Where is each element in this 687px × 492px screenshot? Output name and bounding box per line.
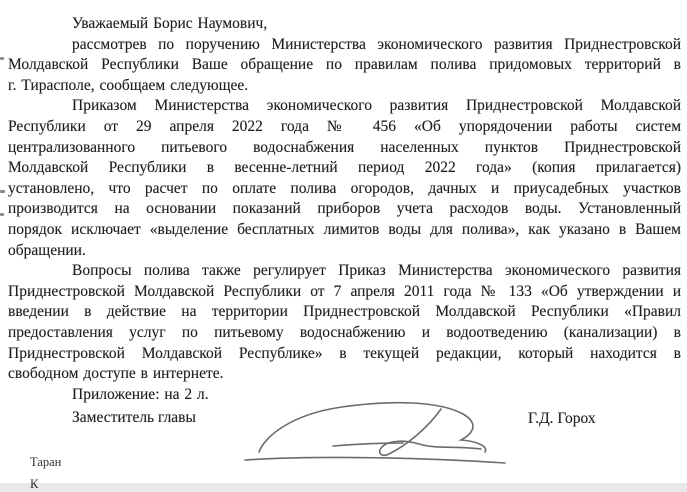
letter-line: Приднестровской Молдавской Республике» в текущей редакции, который находится в <box>8 344 681 362</box>
executor-note: Таран <box>30 455 62 469</box>
letter-line: Республики от 29 апреля 2022 года № 456 «Об упорядочении работы систем <box>8 117 681 135</box>
handwritten-signature-icon <box>237 396 509 470</box>
letter-line: Приднестровской Молдавской Республики от 7 апреля 2011 года № 133 «Об утверждении и <box>8 282 681 300</box>
letter-line: введении в действие на территории Приднестровской Молдавской Республики «Правил <box>8 303 681 321</box>
letter-line: свободном доступе в интернете. <box>8 365 224 383</box>
letter-line: предоставления услуг по питьевому водоснабжению и водоотведению (канализации) в <box>8 323 681 341</box>
letter-line: централизованного питьевого водоснабжения населенных пунктов Приднестровской <box>8 138 681 156</box>
attachment-note-line: Приложение: на 2 л. <box>72 385 209 403</box>
letter-body <box>8 14 681 405</box>
scan-artifact <box>0 213 4 216</box>
scan-artifact <box>0 57 4 60</box>
salutation-line: Уважаемый Борис Наумович, <box>72 15 268 32</box>
signer-title: Заместитель главы <box>72 409 196 426</box>
letter-line: Вопросы полива также регулирует Приказ Министерства экономического развития <box>72 262 681 280</box>
signer-name: Г.Д. Горох <box>528 410 596 427</box>
letter-line: обращении. <box>8 241 86 259</box>
scan-artifact <box>0 190 5 193</box>
letter-line: Приказом Министерства экономического развития Приднестровской Молдавской <box>72 97 681 115</box>
letter-line: рассмотрев по поручению Министерства экономического развития Приднестровской <box>72 35 681 53</box>
letter-line: установлено, что расчет по оплате полива огородов, дачных и приусадебных участков <box>8 179 681 197</box>
clipped-bottom-line: К <box>30 477 39 491</box>
letter-line: производится на основании показаний приборов учета расходов воды. Установленный <box>8 200 681 218</box>
letter-line: Молдавской Республики Ваше обращение по правилам полива придомовых территорий в <box>8 56 681 74</box>
letter-line: г. Тирасполе, сообщаем следующее. <box>8 76 249 94</box>
letter-line: порядок исключает «выделение бесплатных лимитов воды для полива», как указано в Вашем <box>8 220 681 238</box>
letter-line: Молдавской Республики в весенне-летний период 2022 года» (копия прилагается) <box>8 159 681 177</box>
